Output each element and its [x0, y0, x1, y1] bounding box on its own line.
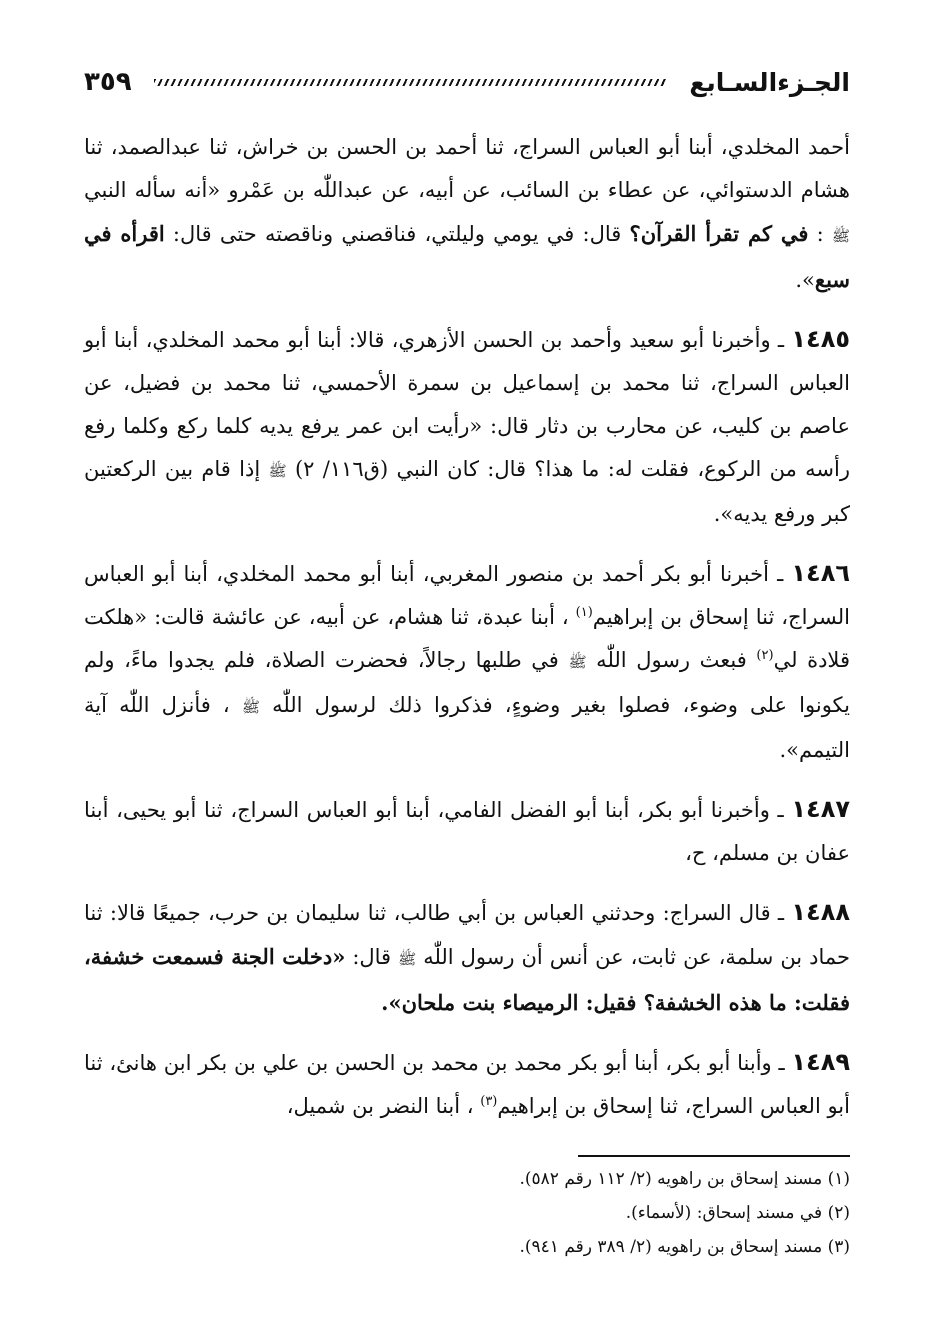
- paragraph: [84, 788, 850, 875]
- paragraph-text: في طلبها رجالاً، فحضرت الصلاة، فلم يجدوا ماءً، ولم يكونوا على وضوء، فصلوا بغير وضوءٍ، فذكروا ذلك لرسول اللّٰه: [84, 648, 850, 717]
- paragraph-text: ـ وأخبرنا أبو سعيد وأحمد بن الحسن الأزهري، قالا: أبنا أبو محمد المخلدي، أبنا أبو العباس السراج، ثنا محمد بن إسماعيل بن سمرة الأحمسي، ثنا محمد بن فضيل، عن عاصم بن كليب، عن محارب بن دثار قال: «رأيت ابن عمر يرفع يديه كلما ركع وكلما رفع رأسه من الركوع، فقلت له: ما هذا؟ قال: كان النبي (ق١١٦/ ٢): [84, 328, 851, 481]
- paragraph-text: ـ أخبرنا أبو بكر أحمد بن منصور المغربي، أبنا أبو محمد المخلدي، أبنا أبو العباس السراج، ثنا إسحاق بن إبراهيم: [84, 562, 851, 629]
- paragraph-text: ، فأنزل اللّٰه آية التيمم».: [84, 693, 850, 762]
- honorific-symbol: ﷺ: [568, 653, 587, 671]
- footnotes: [96, 1162, 850, 1264]
- honorific-symbol: ﷺ: [831, 227, 850, 245]
- hadith-number: ١٤٨٥: [791, 325, 850, 353]
- hadith-number: ١٤٨٩: [791, 1048, 850, 1076]
- paragraph-text: قال:: [345, 945, 399, 969]
- paragraph-text: فبعث رسول اللّٰه: [586, 648, 757, 672]
- page-number: ٣٥٩: [84, 67, 132, 97]
- paragraph: [84, 126, 850, 302]
- running-title: الجـزءالسـابع: [689, 67, 850, 97]
- bold-text: في كم تقرأ القرآن؟: [629, 221, 809, 246]
- paragraph-text: إذا قام بين الركعتين كبر ورفع يديه».: [84, 457, 850, 526]
- footnote: (١) مسند إسحاق بن راهويه (٢/ ١١٢ رقم ٥٨٢).: [519, 1169, 850, 1189]
- bold-text: «دخلت الجنة فسمعت خشفة، فقلت: ما هذه الخشفة؟ فقيل: الرميصاء بنت ملحان».: [84, 944, 850, 1015]
- honorific-symbol: ﷺ: [398, 950, 417, 968]
- paragraph-text: ـ وأبنا أبو بكر، أبنا أبو بكر محمد بن محمد بن الحسن بن علي بن بكر ابن هانئ، ثنا أبو العباس السراج، ثنا إسحاق بن إبراهيم: [84, 1051, 850, 1118]
- paragraph: [84, 318, 850, 536]
- hadith-number: ١٤٨٧: [791, 795, 850, 823]
- text-body: [84, 126, 850, 1144]
- paragraph: [84, 552, 850, 772]
- hadith-number: ١٤٨٦: [791, 559, 850, 587]
- hadith-number: ١٤٨٨: [791, 898, 850, 926]
- paragraph-text: ـ وأخبرنا أبو بكر، أبنا أبو الفضل الفامي، أبنا أبو العباس السراج، ثنا أبو يحيى، أبنا عفان بن مسلم، ح،: [84, 798, 850, 865]
- footnote-marker: (١): [575, 605, 593, 620]
- honorific-symbol: ﷺ: [241, 698, 260, 716]
- page-header: [84, 62, 850, 102]
- honorific-symbol: ﷺ: [268, 462, 287, 480]
- paragraph-text: أحمد المخلدي، أبنا أبو العباس السراج، ثنا أحمد بن الحسن بن خراش، ثنا عبدالصمد، ثنا هشام الدستوائي، عن عطاء بن السائب، عن أبيه، عن عبداللّٰه بن عَمْرو «أنه سأله النبي: [84, 135, 850, 202]
- paragraph-text: :: [808, 222, 832, 246]
- footnote-marker: (٣): [480, 1094, 498, 1109]
- paragraph: [84, 891, 850, 1025]
- paragraph-text: ، أبنا عبدة، ثنا هشام، عن أبيه، عن عائشة قالت: «هلكت قلادة لي: [84, 605, 850, 672]
- paragraph-text: ».: [795, 268, 815, 292]
- paragraph-text: ـ قال السراج: وحدثني العباس بن أبي طالب، ثنا سليمان بن حرب، جميعًا قالا: ثنا حماد بن سلمة، عن ثابت، عن أنس أن رسول اللّٰه: [84, 901, 851, 969]
- header-rule: [154, 79, 668, 86]
- paragraph-text: ، أبنا النضر بن شميل،: [286, 1094, 481, 1118]
- paragraph-text: قال: في يومي وليلتي، فناقصني وناقصته حتى قال:: [164, 222, 630, 246]
- footnote: (٣) مسند إسحاق بن راهويه (٢/ ٣٨٩ رقم ٩٤١).: [519, 1237, 850, 1257]
- footnote-separator: [578, 1155, 850, 1157]
- bold-text: اقرأه في سبع: [84, 221, 850, 292]
- paragraph: [84, 1041, 850, 1128]
- footnote-marker: (٢): [756, 648, 774, 663]
- footnote: (٢) في مسند إسحاق: (لأسماء).: [625, 1203, 850, 1223]
